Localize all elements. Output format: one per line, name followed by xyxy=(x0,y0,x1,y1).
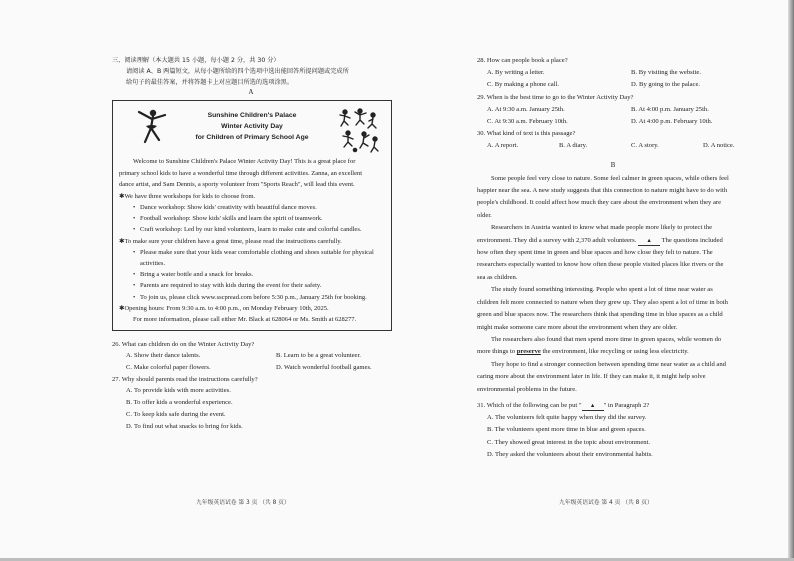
athletes-icon xyxy=(335,106,381,154)
instruction-text: Parents are required to stay with kids during the event for their safety. xyxy=(140,282,322,290)
paragraph-text: The questions included xyxy=(661,236,723,244)
instruction-text-continued: activities. xyxy=(140,260,166,267)
paragraph-line: researchers especially wanted to know how often these people visited places like rivers or the xyxy=(477,261,724,269)
options xyxy=(477,67,749,91)
option-b: B. At 4:00 p.m. January 25th. xyxy=(631,105,709,113)
passage-b-label: B xyxy=(610,161,616,169)
paragraph-line: sea as children. xyxy=(477,273,518,281)
question-30 xyxy=(477,128,749,152)
intro-line: dance artist, and Sam Dennis, a sporty volunteer from "Sports Reach", will lead this event. xyxy=(119,181,355,189)
notice-title-line: for Children of Primary School Age xyxy=(195,134,309,141)
section-star-instructions: ✱To make sure your children have a great time, please read the instructions carefully. xyxy=(119,237,342,245)
option-b: B. By visiting the website. xyxy=(631,69,701,77)
workshop-text: Craft workshop: Led by our kind volunteers, learn to make cute and colorful candles. xyxy=(140,226,362,234)
page-footer-left: 九年级英语试卷 第 3 页 （共 8 页） xyxy=(196,500,290,506)
instruction-line: 给句子的最佳答案，并将答题卡上对应题目所选的选项涂黑。 xyxy=(126,79,294,86)
question-31 xyxy=(477,400,749,461)
option-a: A. By writing a letter. xyxy=(487,69,545,77)
option-b: B. A diary. xyxy=(559,142,588,150)
option-d: D. By going to the palace. xyxy=(631,81,701,89)
paragraph-line-with-blank xyxy=(477,235,749,247)
option-d: D. To find out what snacks to bring for kids. xyxy=(126,423,243,431)
paragraph-line: Researchers in Austria wanted to know what made people more likely to protect the xyxy=(491,224,713,232)
answer-blank-31: ▲ xyxy=(638,238,660,246)
option-d: D. They asked the volunteers about their environmental habits. xyxy=(487,450,653,458)
option-d: D. At 4:00 p.m. February 10th. xyxy=(631,118,713,126)
notice-title-line: Winter Activity Day xyxy=(221,123,283,130)
options xyxy=(477,140,749,152)
paragraph-line: The study found something interesting. People who spent a lot of time near water as xyxy=(491,286,713,294)
options xyxy=(477,104,749,128)
instruction-text: Bring a water bottle and a snack for breaks. xyxy=(140,271,254,279)
passage-b-body xyxy=(477,173,749,396)
question-stem: 27. Why should parents read the instructions carefully? xyxy=(112,375,258,383)
options xyxy=(477,412,749,461)
options xyxy=(112,385,390,433)
question-stem: 30. What kind of text is this passage? xyxy=(477,130,576,138)
instruction-item: • Please make sure that your kids wear comfortable clothing and shoes suitable for physical xyxy=(133,248,374,256)
option-b: B. Learn to be a great volunteer. xyxy=(276,351,361,359)
paragraph-line: Some people feel very close to nature. Some feel calmer in green spaces, while others feel xyxy=(491,174,729,182)
question-stem: 26. What can children do on the Winter Activity Day? xyxy=(112,340,255,348)
paragraph-line: The researchers also found that men spend more time in green spaces, while women do xyxy=(491,335,722,343)
instruction-text: Please make sure that your kids wear comfortable clothing and shoes suitable for physical xyxy=(140,248,374,256)
option-d: D. Watch wonderful football games. xyxy=(276,363,372,371)
workshop-item: • Dance workshop: Show kids' creativity with beautiful dance moves. xyxy=(133,203,317,211)
option-a: A. The volunteers felt quite happy when they did the survey. xyxy=(487,414,647,422)
paragraph-line: happier near the sea. A new study suggests that this connection to nature might have to do with xyxy=(477,187,728,195)
activity-notice-box xyxy=(112,100,392,331)
section-heading: 三、阅读理解（本大题共 15 小题，每小题 2 分，共 30 分） xyxy=(112,57,280,64)
contact-line: For more information, please call either Mr. Black at 628064 or Ms. Smith at 628277. xyxy=(133,316,357,324)
paragraph-line: environmental problems in the future. xyxy=(477,385,577,393)
paragraph-text: the environment, like recycling or using less electricity. xyxy=(542,348,689,356)
section-star-hours: ✱Opening hours: From 9:30 a.m. to 4:00 p.m., on Monday February 10th, 2025. xyxy=(119,304,329,312)
section-star-workshops: ✱We have three workshops for kids to choose from. xyxy=(119,192,256,200)
question-stem: 28. How can people book a place? xyxy=(477,57,568,64)
notice-header xyxy=(119,104,385,156)
options xyxy=(112,350,390,374)
option-c: C. At 9:30 a.m. February 10th. xyxy=(487,118,568,126)
instruction-item: • Parents are required to stay with kids during the event for their safety. xyxy=(133,282,322,290)
instruction-item: • Bring a water bottle and a snack for breaks. xyxy=(133,271,254,279)
option-a: A. At 9:30 a.m. January 25th. xyxy=(487,105,565,113)
question-28 xyxy=(477,55,749,92)
workshop-text: Dance workshop: Show kids' creativity with beautiful dance moves. xyxy=(140,203,317,211)
option-d: D. A notice. xyxy=(703,142,735,150)
notice-body xyxy=(119,156,385,326)
passage-a-label: A xyxy=(248,89,254,96)
option-c: C. A story. xyxy=(631,142,659,150)
question-29 xyxy=(477,92,749,129)
intro-line: Welcome to Sunshine Children's Palace Winter Activity Day! This is a great place for xyxy=(133,158,356,165)
paragraph-line: caring more about the environment later in life. If they can make it, it might help solve xyxy=(477,373,706,381)
option-c: C. They showed great interest in the topic about environment. xyxy=(487,438,651,446)
right-column xyxy=(477,55,749,461)
page-footer-right: 九年级英语试卷 第 4 页 （共 8 页） xyxy=(559,500,653,506)
paragraph-line: people's childhood. It could affect how much they care about the environment when they are xyxy=(477,199,722,207)
left-column xyxy=(112,55,390,433)
workshop-item: • Football workshop: Show kids' skills and learn the spirit of teamwork. xyxy=(133,215,323,223)
instruction-text: To join us, please click www.sscpread.com before 5:30 p.m., January 25th for booking. xyxy=(140,293,367,301)
workshop-item: • Craft workshop: Led by our kind volunteers, learn to make cute and colorful candles. xyxy=(133,226,362,234)
question-stem-text: 31. Which of the following can be put " xyxy=(477,401,582,409)
paragraph-text: more things to xyxy=(477,348,516,356)
scan-edge-shadow xyxy=(788,0,794,561)
option-a: A. To provide kids with more activities. xyxy=(126,387,231,395)
intro-line: primary school kids to have a wonderful time through different activities. Zanna, an excellent xyxy=(119,169,363,177)
paragraph-line: children felt more connected to nature when they grew up. They also spent a lot of time in both xyxy=(477,298,728,306)
instruction-line: 请阅读 A、B 两篇短文，从每小题所给的四个选项中选出能回答所提问题或完成所 xyxy=(126,68,349,75)
paragraph-text: environment. They did a survey with 2,370 adult volunteers. xyxy=(477,236,637,244)
paragraph-line: how often they spent time in green and blue spaces and how close they felt to nature. The xyxy=(477,249,713,257)
option-c: C. Make colorful paper flowers. xyxy=(126,363,211,371)
workshop-text: Football workshop: Show kids' skills and learn the spirit of teamwork. xyxy=(140,215,323,223)
notice-title-line: Sunshine Children's Palace xyxy=(207,112,297,119)
option-c: C. To keep kids safe during the event. xyxy=(126,411,226,419)
underlined-word: preserve xyxy=(516,348,541,356)
paragraph-line: might make someone care more about the environment when they are older. xyxy=(477,323,678,331)
question-stem-text: " in Paragraph 2? xyxy=(603,401,650,409)
question-27 xyxy=(112,375,390,433)
option-a: A. A report. xyxy=(487,142,519,150)
option-b: B. To offer kids a wonderful experience. xyxy=(126,399,233,407)
question-stem: 29. When is the best time to go to the Winter Activity Day? xyxy=(477,93,634,101)
instruction-item: • To join us, please click www.sscpread.com before 5:30 p.m., January 25th for booking. xyxy=(133,293,367,301)
paragraph-line-with-keyword xyxy=(477,346,749,358)
option-a: A. Show their dance talents. xyxy=(126,351,201,359)
question-26 xyxy=(112,340,390,374)
answer-blank-ref: ▲ xyxy=(582,403,604,411)
option-b: B. The volunteers spent more time in blue and green spaces. xyxy=(487,426,646,434)
option-c: C. By making a phone call. xyxy=(487,81,559,89)
question-stem xyxy=(477,400,749,412)
paragraph-line: older. xyxy=(477,211,492,219)
paragraph-line: They hope to find a stronger connection between spending time near water as a child and xyxy=(491,360,726,368)
paragraph-line: green and blue spaces now. The researchers think that spending time in blue spaces as a child xyxy=(477,311,723,319)
